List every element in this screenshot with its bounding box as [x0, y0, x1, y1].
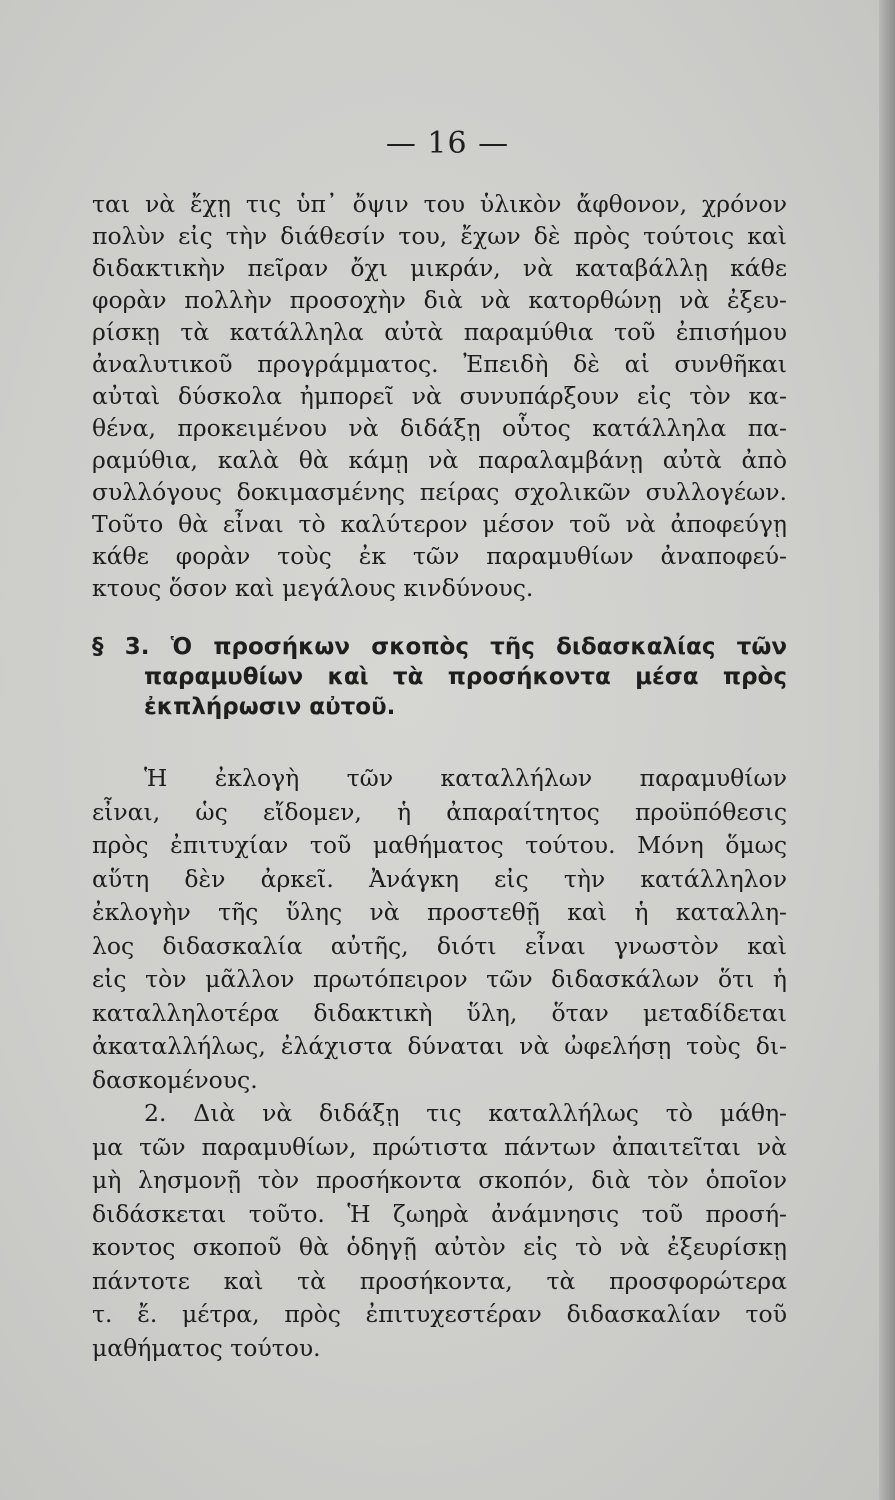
text-line: εἶναι, ὡς εἴδομεν, ἡ ἀπαραίτητος προϋπόθεσις: [92, 797, 787, 826]
page-number: — 16 —: [385, 126, 510, 161]
text-line: Ἡ ἐκλογὴ τῶν καταλλήλων παραμυθίων: [144, 764, 787, 792]
text-line: μαθήματος τούτου.: [92, 1333, 321, 1362]
text-line: πρὸς ἐπιτυχίαν τοῦ μαθήματος τούτου. Μόνη ὅμως: [92, 831, 787, 859]
text-line: διδάσκεται τοῦτο. Ἡ ζωηρὰ ἀνάμνησις τοῦ προσή-: [92, 1199, 787, 1228]
text-line: κτους ὅσον καὶ μεγάλους κινδύνους.: [92, 574, 534, 602]
heading-line: παραμυθίων καὶ τὰ προσήκοντα μέσα πρὸς: [144, 664, 787, 690]
text-line: μα τῶν παραμυθίων, πρώτιστα πάντων ἀπαιτεῖται νὰ: [92, 1132, 787, 1161]
text-line: διδακτικὴν πεῖραν ὄχι μικράν, νὰ καταβάλλῃ κάθε: [92, 254, 787, 282]
text-line: λος διδασκαλία αὐτῆς, διότι εἶναι γνωστὸν καὶ: [92, 931, 787, 960]
text-line: θένα, προκειμένου νὰ διδάξῃ οὗτος κατάλληλα πα-: [92, 414, 787, 442]
text-line: ραμύθια, καλὰ θὰ κάμῃ νὰ παραλαμβάνῃ αὐτὰ ἀπὸ: [92, 446, 787, 474]
text-line: συλλόγους δοκιμασμένης πείρας σχολικῶν συλλογέων.: [92, 478, 787, 506]
text-line: πάντοτε καὶ τὰ προσήκοντα, τὰ προσφορώτερα: [92, 1266, 787, 1295]
text-line: πολὺν εἰς τὴν διάθεσίν του, ἔχων δὲ πρὸς τούτοις καὶ: [92, 222, 787, 250]
text-line: 2. Διὰ νὰ διδάξῃ τις καταλλήλως τὸ μάθη-: [144, 1099, 787, 1127]
text-line: καταλληλοτέρα διδακτικὴ ὕλη, ὅταν μεταδίδεται: [92, 998, 787, 1027]
text-line: ται νὰ ἔχῃ τις ὑπ᾽ ὄψιν του ὑλικὸν ἄφθονον, χρόνον: [92, 190, 787, 218]
text-line: ἀκαταλλήλως, ἐλάχιστα δύναται νὰ ὠφελήσῃ τοὺς δι-: [92, 1032, 787, 1060]
text-line: φορὰν πολλὴν προσοχὴν διὰ νὰ κατορθώνῃ νὰ ἐξευ-: [92, 286, 787, 314]
text-line: κοντος σκοποῦ θὰ ὁδηγῇ αὐτὸν εἰς τὸ νὰ ἐξευρίσκῃ: [92, 1233, 787, 1261]
text-line: μὴ λησμονῇ τὸν προσήκοντα σκοπόν, διὰ τὸν ὁποῖον: [92, 1166, 787, 1194]
text-line: ρίσκῃ τὰ κατάλληλα αὐτὰ παραμύθια τοῦ ἐπισήμου: [92, 318, 787, 346]
section-heading: [92, 632, 787, 722]
text-line: αὕτη δὲν ἀρκεῖ. Ἀνάγκη εἰς τὴν κατάλληλον: [92, 864, 787, 893]
heading-line: § 3. Ὁ προσήκων σκοπὸς τῆς διδασκαλίας τῶν: [92, 634, 787, 660]
text-line: ἐκλογὴν τῆς ὕλης νὰ προστεθῇ καὶ ἡ καταλλη-: [92, 898, 787, 926]
page-edge-shadow: [879, 0, 895, 1500]
heading-line: ἐκπλήρωσιν αὐτοῦ.: [144, 694, 396, 720]
paragraph-1: [92, 188, 787, 604]
text-line: τ. ἔ. μέτρα, πρὸς ἐπιτυχεστέραν διδασκαλίαν τοῦ: [92, 1300, 787, 1328]
text-line: εἰς τὸν μᾶλλον πρωτόπειρον τῶν διδασκάλων ὅτι ἡ: [92, 965, 787, 993]
text-line: Τοῦτο θὰ εἶναι τὸ καλύτερον μέσον τοῦ νὰ ἀποφεύγῃ: [92, 510, 787, 538]
text-line: κάθε φορὰν τοὺς ἐκ τῶν παραμυθίων ἀναποφεύ-: [92, 542, 787, 570]
section-body: [92, 762, 787, 1365]
text-line: ἀναλυτικοῦ προγράμματος. Ἐπειδὴ δὲ αἱ συνθῆκαι: [92, 350, 787, 378]
text-line: αὐταὶ δύσκολα ἠμπορεῖ νὰ συνυπάρξουν εἰς τὸν κα-: [92, 382, 787, 410]
text-line: δασκομένους.: [92, 1065, 258, 1094]
